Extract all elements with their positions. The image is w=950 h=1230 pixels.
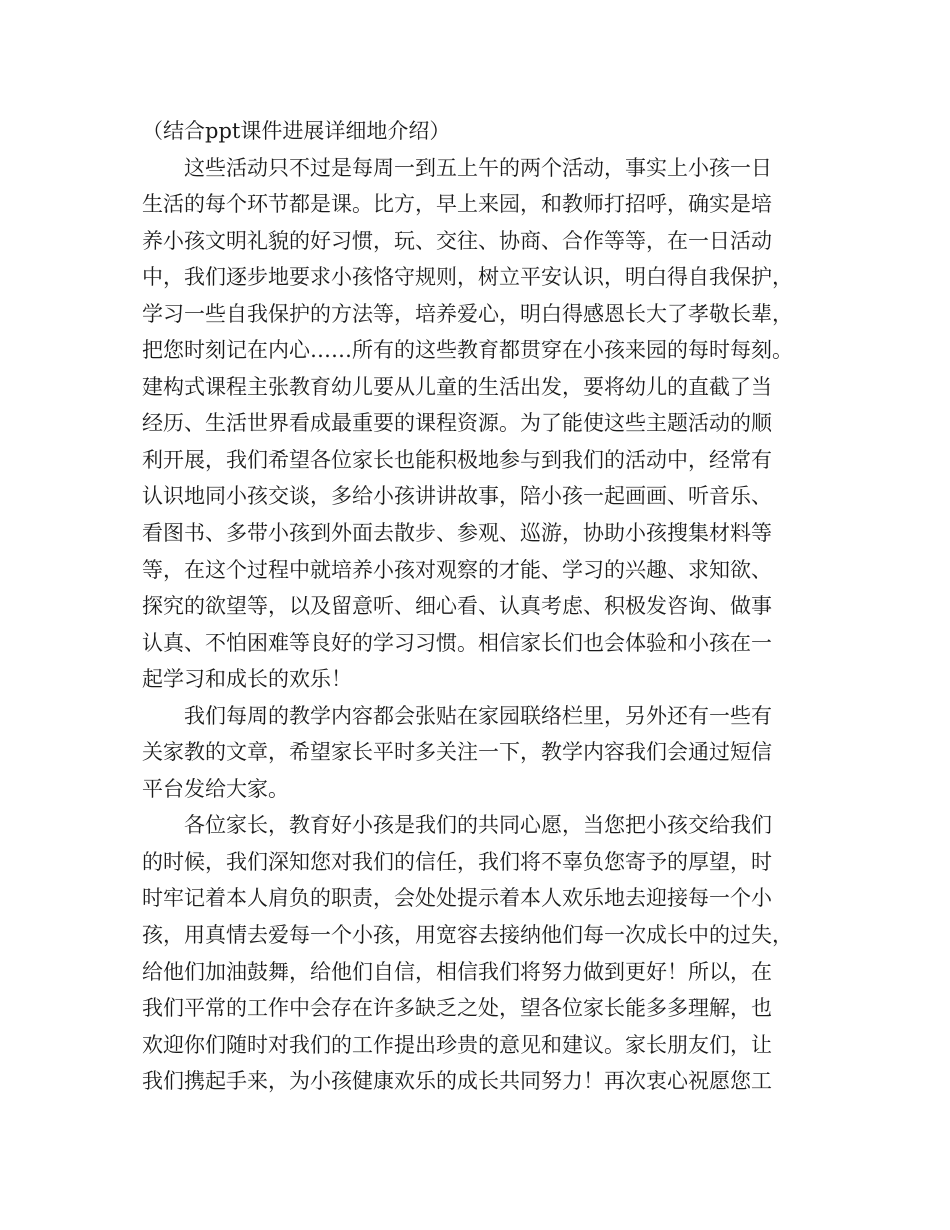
text-line: 我们携起手来，为小孩健康欢乐的成长共同努力！再次衷心祝愿您工 <box>142 1069 772 1094</box>
text-line: 认真、不怕困难等良好的学习习惯。相信家长们也会体验和小孩在一 <box>142 630 772 655</box>
text-line: 利开展，我们希望各位家长也能积极地参与到我们的活动中，经常有 <box>142 447 772 472</box>
text-line: 生活的每个环节都是课。比方，早上来园，和教师打招呼，确实是培 <box>142 192 772 217</box>
text-line: 养小孩文明礼貌的好习惯，玩、交往、协商、合作等等，在一日活动 <box>142 228 772 253</box>
text-line: 看图书、多带小孩到外面去散步、参观、巡游，协助小孩搜集材料等 <box>142 521 772 546</box>
text-line: 孩，用真情去爱每一个小孩，用宽容去接纳他们每一次成长中的过失， <box>142 923 793 948</box>
text-line: 这些活动只不过是每周一到五上午的两个活动，事实上小孩一日 <box>184 155 772 180</box>
text-line: 探究的欲望等，以及留意听、细心看、认真考虑、积极发咨询、做事 <box>142 594 772 619</box>
text-line: 中，我们逐步地要求小孩恪守规则，树立平安认识，明白得自我保护， <box>142 265 793 290</box>
text-line: 学习一些自我保护的方法等，培养爱心，明白得感恩长大了孝敬长辈， <box>142 301 793 326</box>
text-line: （结合ppt课件进展详细地介绍） <box>142 119 451 143</box>
text-line: 把您时刻记在内心……所有的这些教育都贯穿在小孩来园的每时每刻。 <box>142 338 793 363</box>
text-line: 各位家长，教育好小孩是我们的共同心愿，当您把小孩交给我们 <box>184 813 772 838</box>
text-line: 我们平常的工作中会存在许多缺乏之处，望各位家长能多多理解，也 <box>142 996 772 1021</box>
text-line: 等，在这个过程中就培养小孩对观察的才能、学习的兴趣、求知欲、 <box>142 557 772 582</box>
text-line: 的时候，我们深知您对我们的信任，我们将不辜负您寄予的厚望，时 <box>142 849 772 874</box>
text-line: 认识地同小孩交谈，多给小孩讲讲故事，陪小孩一起画画、听音乐、 <box>142 484 772 509</box>
text-line: 建构式课程主张教育幼儿要从儿童的生活出发，要将幼儿的直截了当 <box>142 374 772 399</box>
text-line: 给他们加油鼓舞，给他们自信，相信我们将努力做到更好！所以，在 <box>142 959 772 984</box>
text-line: 平台发给大家。 <box>142 776 289 801</box>
text-line: 经历、生活世界看成最重要的课程资源。为了能使这些主题活动的顺 <box>142 411 772 436</box>
text-line: 欢迎你们随时对我们的工作提出珍贵的意见和建议。家长朋友们，让 <box>142 1032 772 1057</box>
text-line: 关家教的文章，希望家长平时多关注一下，教学内容我们会通过短信 <box>142 740 772 765</box>
text-line: 我们每周的教学内容都会张贴在家园联络栏里，另外还有一些有 <box>184 703 772 728</box>
text-line: 起学习和成长的欢乐！ <box>142 667 352 692</box>
document-body <box>142 113 832 1100</box>
text-line: 时牢记着本人肩负的职责，会处处提示着本人欢乐地去迎接每一个小 <box>142 886 772 911</box>
